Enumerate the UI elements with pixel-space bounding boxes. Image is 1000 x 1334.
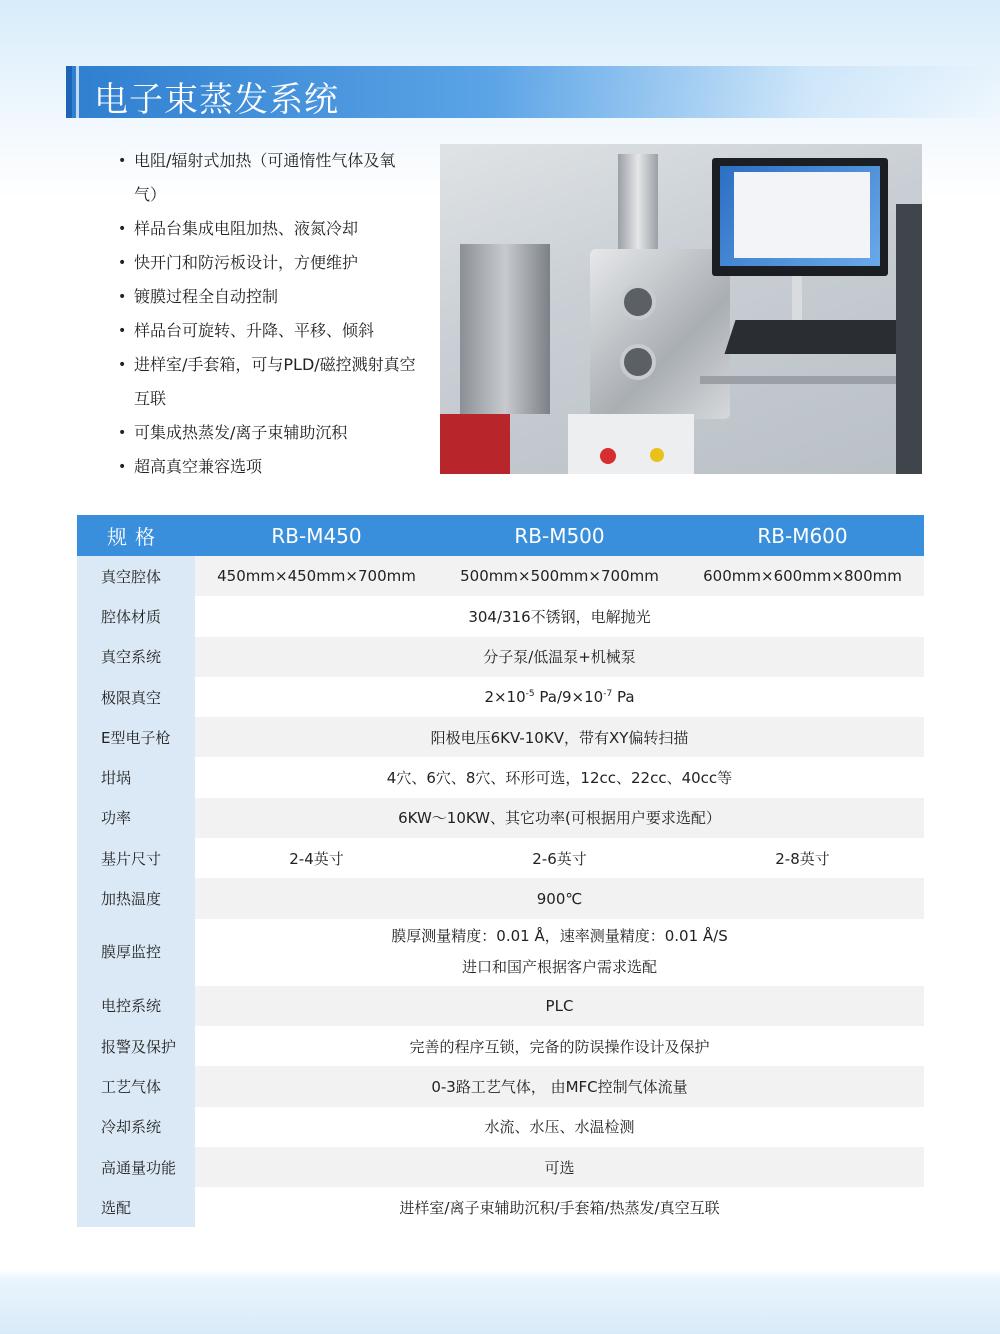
- spec-table: [77, 515, 924, 1227]
- row-label: 工艺气体: [77, 1066, 195, 1106]
- cell-value: 完善的程序互锁，完备的防误操作设计及保护: [195, 1026, 924, 1066]
- vacuum-exponent-a: -5: [525, 689, 535, 700]
- cell-value: [195, 919, 924, 986]
- emergency-stop-icon: [600, 448, 616, 464]
- row-label: 真空系统: [77, 637, 195, 677]
- photo-monitor: [712, 158, 888, 276]
- feature-item: • 快开门和防污板设计，方便维护: [118, 246, 418, 280]
- row-label: 报警及保护: [77, 1026, 195, 1066]
- photo-viewport: [620, 344, 656, 380]
- cell-value: 450mm×450mm×700mm: [195, 556, 438, 596]
- photo-column: [618, 154, 658, 254]
- table-row: [77, 596, 924, 636]
- cell-value: 水流、水压、水温检测: [195, 1107, 924, 1147]
- vacuum-value-a: 2×10: [484, 688, 526, 707]
- header-model: RB-M600: [681, 515, 924, 556]
- indicator-button-icon: [650, 448, 664, 462]
- row-label: 冷却系统: [77, 1107, 195, 1147]
- bullet-icon: •: [118, 357, 127, 373]
- evaporation-system-photo: [440, 144, 922, 474]
- bullet-icon: •: [118, 323, 127, 339]
- cell-value: 0-3路工艺气体， 由MFC控制气体流量: [195, 1066, 924, 1106]
- row-label: 坩埚: [77, 757, 195, 797]
- row-label: 基片尺寸: [77, 838, 195, 878]
- cell-value: 900℃: [195, 878, 924, 918]
- feature-item: • 可集成热蒸发/离子束辅助沉积: [118, 416, 418, 450]
- photo-monitor-stand: [792, 276, 802, 322]
- table-row: [77, 637, 924, 677]
- cell-value: [195, 677, 924, 717]
- photo-viewport: [620, 284, 656, 320]
- cell-value: PLC: [195, 986, 924, 1026]
- table-row: [77, 798, 924, 838]
- table-row: [77, 1107, 924, 1147]
- cell-value: 分子泵/低温泵+机械泵: [195, 637, 924, 677]
- cell-value: 2-6英寸: [438, 838, 681, 878]
- photo-chamber: [590, 249, 730, 419]
- bullet-icon: •: [118, 221, 127, 237]
- table-row: [77, 717, 924, 757]
- page-title: 电子束蒸发系统: [94, 80, 339, 120]
- row-label: 加热温度: [77, 878, 195, 918]
- cell-value: 6KW～10KW、其它功率(可根据用户要求选配）: [195, 798, 924, 838]
- feature-list: [118, 144, 418, 484]
- title-accent-stripe: [76, 66, 79, 118]
- row-label: 极限真空: [77, 677, 195, 717]
- feature-item: • 超高真空兼容选项: [118, 450, 418, 484]
- cell-value: 4穴、6穴、8穴、环形可选，12cc、22cc、40cc等: [195, 757, 924, 797]
- feature-item: • 镀膜过程全自动控制: [118, 280, 418, 314]
- vacuum-unit: Pa: [612, 688, 635, 707]
- title-bar: [66, 66, 1000, 118]
- bullet-icon: •: [118, 289, 127, 305]
- row-label: 功率: [77, 798, 195, 838]
- header-model: RB-M500: [438, 515, 681, 556]
- header-spec: 规格: [77, 515, 195, 556]
- thickness-line-1: 膜厚测量精度：0.01 Å，速率测量精度：0.01 Å/S: [391, 927, 728, 946]
- table-row: [77, 1066, 924, 1106]
- row-label: E型电子枪: [77, 717, 195, 757]
- thickness-line-2: 进口和国产根据客户需求选配: [461, 958, 657, 977]
- photo-software-window: [734, 172, 870, 258]
- feature-item: • 进样室/手套箱，可与PLD/磁控溅射真空互联: [118, 348, 418, 416]
- bullet-icon: •: [118, 459, 127, 475]
- photo-pump-unit: [440, 414, 510, 474]
- cell-value: 2-8英寸: [681, 838, 924, 878]
- vacuum-value-b: Pa/9×10: [534, 688, 604, 707]
- row-label: 真空腔体: [77, 556, 195, 596]
- table-row: [77, 1147, 924, 1187]
- table-row: [77, 919, 924, 986]
- bullet-icon: •: [118, 425, 127, 441]
- row-label: 膜厚监控: [77, 919, 195, 986]
- table-row: [77, 986, 924, 1026]
- title-accent: [66, 66, 72, 118]
- table-header-row: [77, 515, 924, 556]
- table-row: [77, 677, 924, 717]
- feature-item: • 样品台可旋转、升降、平移、倾斜: [118, 314, 418, 348]
- photo-rack: [896, 204, 922, 474]
- cell-value: 500mm×500mm×700mm: [438, 556, 681, 596]
- photo-cabinet: [568, 414, 694, 474]
- cell-value: 进样室/离子束辅助沉积/手套箱/热蒸发/真空互联: [195, 1187, 924, 1227]
- bullet-icon: •: [118, 153, 127, 169]
- photo-shelf: [700, 376, 922, 384]
- row-label: 高通量功能: [77, 1147, 195, 1187]
- row-label: 腔体材质: [77, 596, 195, 636]
- cell-value: 2-4英寸: [195, 838, 438, 878]
- header-model: RB-M450: [195, 515, 438, 556]
- row-label: 选配: [77, 1187, 195, 1227]
- photo-keyboard: [724, 320, 915, 354]
- cell-value: 阳极电压6KV-10KV，带有XY偏转扫描: [195, 717, 924, 757]
- feature-item: • 电阻/辐射式加热（可通惰性气体及氧气）: [118, 144, 418, 212]
- vacuum-exponent-b: -7: [603, 689, 613, 700]
- cell-value: 可选: [195, 1147, 924, 1187]
- photo-frame: [460, 244, 550, 414]
- table-row: [77, 757, 924, 797]
- feature-item: • 样品台集成电阻加热、液氮冷却: [118, 212, 418, 246]
- cell-value: 600mm×600mm×800mm: [681, 556, 924, 596]
- photo-screen: [720, 166, 880, 266]
- row-label: 电控系统: [77, 986, 195, 1026]
- table-row: [77, 878, 924, 918]
- cell-value: 304/316不锈钢，电解抛光: [195, 596, 924, 636]
- bullet-icon: •: [118, 255, 127, 271]
- table-row: [77, 1026, 924, 1066]
- table-row: [77, 838, 924, 878]
- table-row: [77, 556, 924, 596]
- table-row: [77, 1187, 924, 1227]
